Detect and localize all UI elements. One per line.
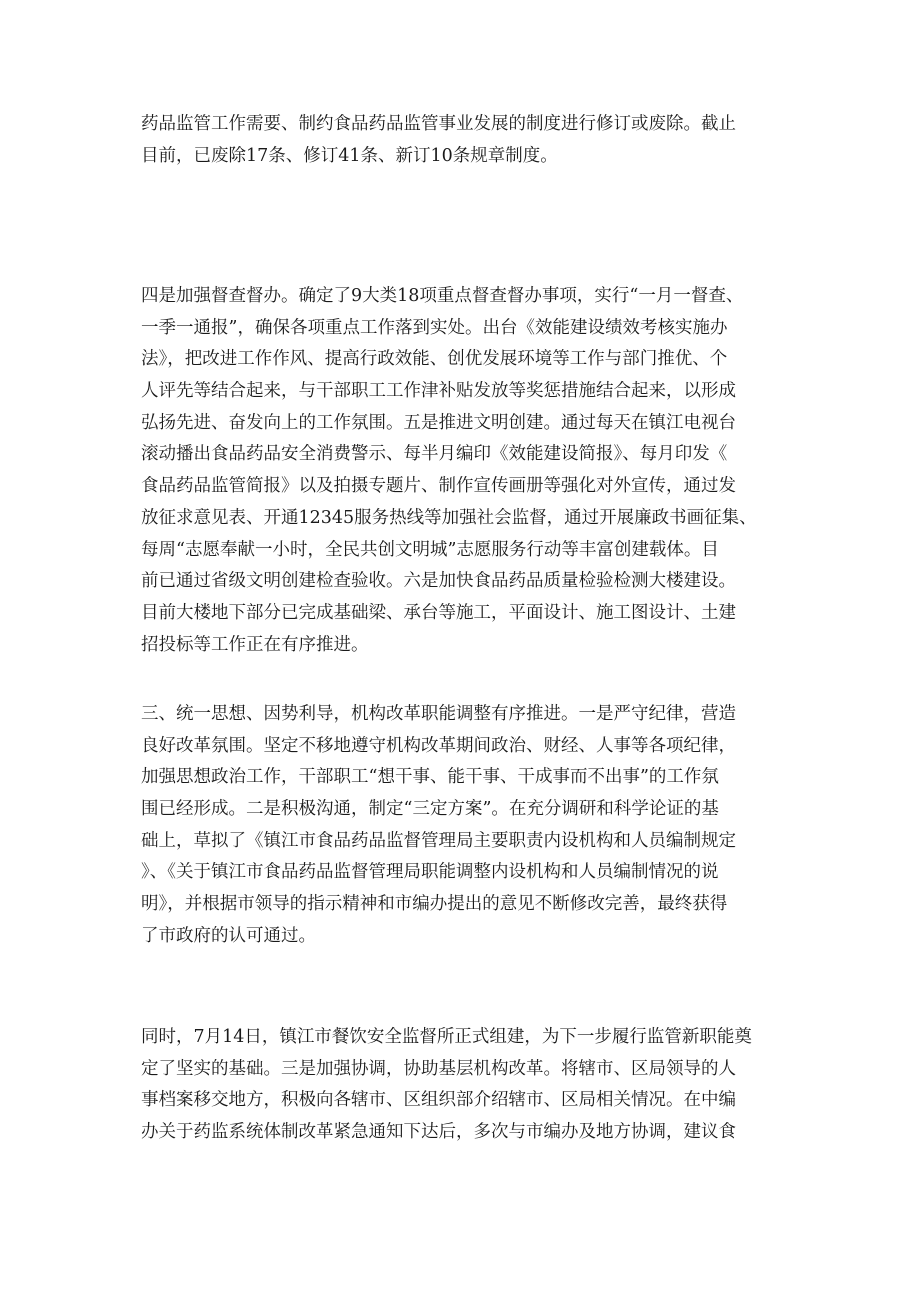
paragraph-2: [141, 281, 781, 661]
text-line: 目前大楼地下部分已完成基础梁、承台等施工，平面设计、施工图设计、土建: [141, 602, 736, 623]
text-line: 础上，草拟了《镇江市食品药品监督管理局主要职责内设机构和人员编制规定: [141, 830, 736, 851]
text-line: 食品药品监管简报》以及拍摄专题片、制作宣传画册等强化对外宣传，通过发: [141, 476, 736, 497]
text-line: 滚动播出食品药品安全消费警示、每半月编印《效能建设简报》、每月印发《: [141, 444, 728, 465]
text-line: 法》，把改进工作作风、提高行政效能、创优发展环境等工作与部门推优、个: [141, 349, 728, 370]
text-line: 一季一通报”，确保各项重点工作落到实处。出台《效能建设绩效考核实施办: [141, 317, 728, 338]
text-line: 明》，并根据市领导的指示精神和市编办提出的意见不断修改完善，最终获得: [141, 894, 728, 915]
text-line: 事档案移交地方，积极向各辖市、区组织部介绍辖市、区局相关情况。在中编: [141, 1090, 736, 1111]
text-line: 加强思想政治工作，干部职工“想干事、能干事、干成事而不出事”的工作氛: [141, 767, 719, 788]
paragraph-3: [141, 699, 781, 953]
text-line: 》、《关于镇江市食品药品监督管理局职能调整内设机构和人员编制情况的说: [141, 862, 719, 883]
text-line: 良好改革氛围。坚定不移地遵守机构改革期间政治、财经、人事等各项纪律，: [141, 735, 736, 756]
text-line: 前已通过省级文明创建检查验收。六是加快食品药品质量检验检测大楼建设。: [141, 571, 736, 592]
text-line: 同时，7月14日，镇江市餐饮安全监督所正式组建，为下一步履行监管新职能奠: [141, 1027, 752, 1047]
text-line: 每周“志愿奉献一小时，全民共创文明城”志愿服务行动等丰富创建载体。目: [141, 539, 719, 560]
text-line: 了市政府的认可通过。: [141, 925, 316, 946]
text-line: 人评先等结合起来，与干部职工工作津补贴发放等奖惩措施结合起来，以形成: [141, 381, 736, 402]
text-line: 招投标等工作正在有序推进。: [141, 634, 369, 655]
text-line: 办关于药监系统体制改革紧急通知下达后，多次与市编办及地方协调，建议食: [141, 1122, 736, 1143]
text-line: 四是加强督查督办。确定了9大类18项重点督查督办事项，实行“一月一督查、: [141, 286, 744, 306]
text-line: 放征求意见表、开通12345服务热线等加强社会监督，通过开展廉政书画征集、: [141, 507, 757, 528]
text-line: 药品监管工作需要、制约食品药品监管事业发展的制度进行修订或废除。截止: [141, 114, 736, 134]
text-line: 定了坚实的基础。三是加强协调，协助基层机构改革。将辖市、区局领导的人: [141, 1058, 736, 1079]
paragraph-4: [141, 1022, 781, 1149]
text-line: 弘扬先进、奋发向上的工作氛围。五是推进文明创建。通过每天在镇江电视台: [141, 412, 736, 433]
text-line: 围已经形成。二是积极沟通，制定“三定方案”。在充分调研和科学论证的基: [141, 799, 719, 820]
text-line: 目前，已废除17条、修订41条、新订10条规章制度。: [141, 145, 558, 166]
text-line: 三、统一思想、因势利导，机构改革职能调整有序推进。一是严守纪律，营造: [141, 704, 736, 724]
paragraph-1: [141, 109, 781, 172]
